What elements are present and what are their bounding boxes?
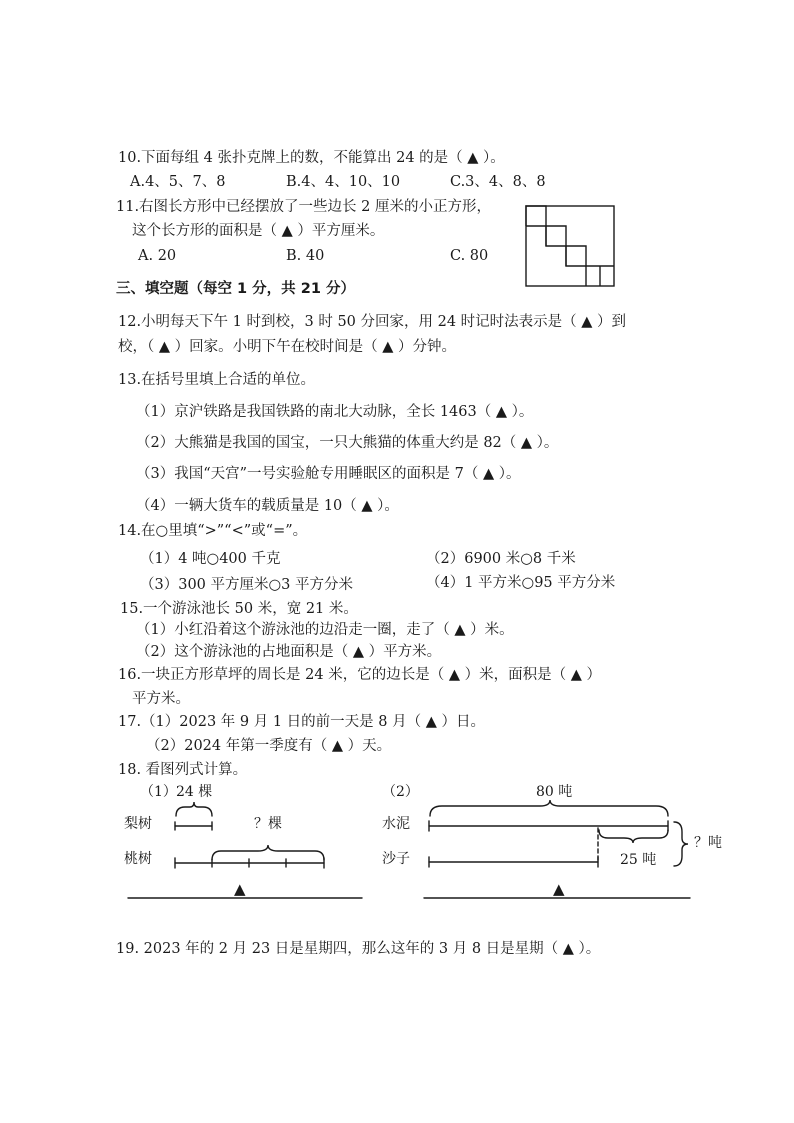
section-3-title: 三、填空题（每空 1 分，共 21 分） (116, 281, 355, 297)
q18-d2-question-label: ？吨 (694, 835, 722, 851)
q18-d2-total-right-brace (674, 822, 688, 866)
q16-line1: 16.一块正方形草坪的周长是 24 米，它的边长是（ ▲ ）米，面积是（ ▲ ） (118, 667, 601, 683)
q11-option-b: B. 40 (286, 248, 325, 264)
q18-d1-answer: ▲ (234, 880, 246, 898)
q18-d2-number: （2） (382, 784, 419, 800)
q12-line2: 校，（ ▲ ）回家。小明下午在校时间是（ ▲ ）分钟。 (118, 339, 456, 355)
q15-stem: 15.一个游泳池长 50 米，宽 21 米。 (120, 601, 358, 617)
q11-option-c: C. 80 (450, 248, 489, 264)
q18-d2-difference-brace (599, 830, 668, 843)
q13-item-3: （3）我国“天宫”一号实验舱专用睡眠区的面积是 7（ ▲ ）。 (136, 466, 521, 482)
q11-option-a: A. 20 (138, 248, 177, 264)
q18-d2-row1-label: 水泥 (382, 816, 410, 832)
q14-item-3: （3）300 平方厘米○3 平方分米 (140, 577, 353, 593)
q11-line2: 这个长方形的面积是（ ▲ ）平方厘米。 (132, 223, 385, 239)
q15-item-2: （2）这个游泳池的占地面积是（ ▲ ）平方米。 (136, 644, 442, 660)
q18-d1-row2-label: 桃树 (124, 851, 152, 867)
q13-item-1: （1）京沪铁路是我国铁路的南北大动脉，全长 1463（ ▲ ）。 (136, 404, 534, 420)
q14-item-2: （2）6900 米○8 千米 (426, 551, 576, 567)
q10-stem: 10.下面每组 4 张扑克牌上的数，不能算出 24 的是（ ▲ ）。 (118, 150, 505, 166)
q13-stem: 13.在括号里填上合适的单位。 (118, 372, 316, 388)
q14-item-1: （1）4 吨○400 千克 (140, 551, 281, 567)
q18-d2-answer: ▲ (553, 880, 565, 898)
q15-item-1: （1）小红沿着这个游泳池的边沿走一圈，走了（ ▲ ）米。 (136, 622, 514, 638)
q10-option-b: B.4、4、10、10 (286, 174, 401, 190)
q18-d2-total-brace (430, 800, 668, 816)
q17-item-2: （2）2024 年第一季度有（ ▲ ）天。 (146, 738, 392, 754)
q14-item-4: （4）1 平方米○95 平方分米 (426, 575, 616, 591)
q18-d1-number: （1） (140, 784, 177, 800)
q11-line1: 11.右图长方形中已经摆放了一些边长 2 厘米的小正方形， (116, 199, 492, 215)
q10-option-c: C.3、4、8、8 (450, 174, 546, 190)
q18-d1-total-brace (176, 802, 212, 816)
q18-d2-total-label: 80 吨 (536, 784, 573, 800)
q13-item-2: （2）大熊猫是我国的国宝，一只大熊猫的体重大约是 82（ ▲ ）。 (136, 435, 559, 451)
q18-d1-row1-label: 梨树 (124, 816, 152, 832)
q18-d1-total-label: 24 棵 (176, 784, 213, 800)
q19-text: 19. 2023 年的 2 月 23 日是星期四，那么这年的 3 月 8 日是星期（ ▲ ）。 (116, 941, 601, 957)
q12-line1: 12.小明每天下午 1 时到校，3 时 50 分回家，用 24 时记时法表示是（ ▲ ）到 (118, 314, 627, 330)
q10-option-a: A.4、5、7、8 (130, 174, 226, 190)
q18-d2-row2-label: 沙子 (382, 851, 410, 867)
q18-stem: 18. 看图列式计算。 (118, 762, 248, 778)
q18-d2-difference-label: 25 吨 (620, 852, 657, 868)
q17-item-1: 17.（1）2023 年 9 月 1 日的前一天是 8 月（ ▲ ）日。 (118, 714, 485, 730)
q13-item-4: （4）一辆大货车的载质量是 10（ ▲ ）。 (136, 498, 399, 514)
q18-d1-question-label: ？棵 (254, 816, 282, 832)
q18-d1-question-brace (212, 845, 324, 860)
q14-stem: 14.在○里填“>”“<”或“=”。 (118, 523, 308, 539)
q16-line2: 平方米。 (132, 691, 190, 707)
